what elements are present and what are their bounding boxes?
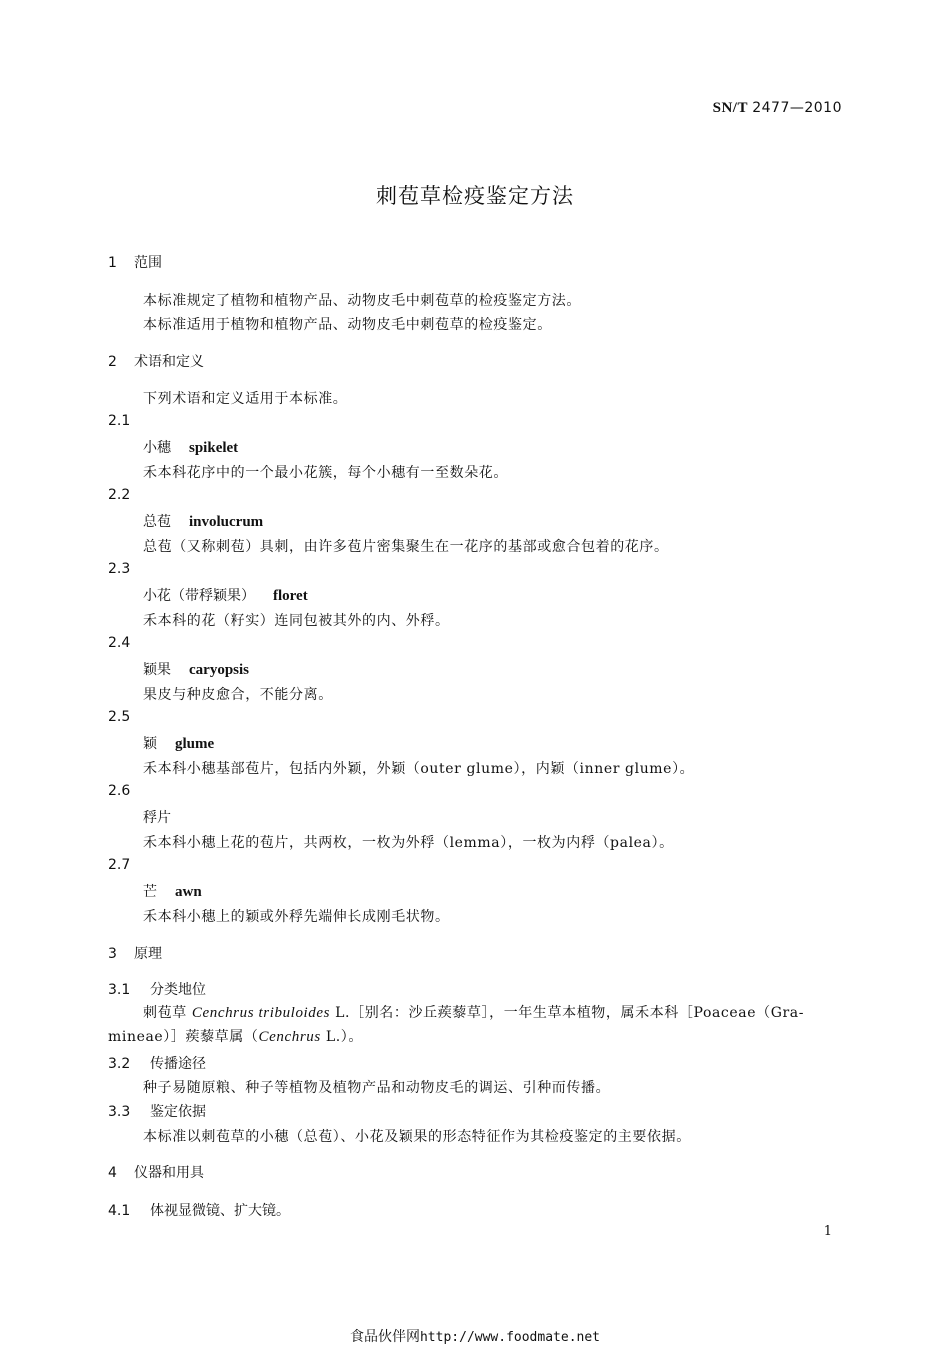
section-2-heading: 2 术语和定义 [108, 354, 204, 370]
term-definition: 禾本科花序中的一个最小花簇，每个小穗有一至数朵花。 [143, 465, 508, 481]
subsection-3-2-heading: 3.2 传播途径 [108, 1056, 206, 1072]
section-1-para-1: 本标准规定了植物和植物产品、动物皮毛中刺苞草的检疫鉴定方法。 [143, 293, 581, 309]
term-number: 2.5 [108, 709, 131, 725]
footer-url[interactable]: http://www.foodmate.net [419, 1330, 600, 1345]
subsection-3-2-text: 种子易随原粮、种子等植物及植物产品和动物皮毛的调运、引种而传播。 [143, 1080, 611, 1096]
term-title: 颖 glume [143, 736, 215, 752]
scientific-name: Cenchrus [258, 1029, 321, 1045]
section-1-para-2: 本标准适用于植物和植物产品、动物皮毛中刺苞草的检疫鉴定。 [143, 317, 552, 333]
section-4-heading: 4 仪器和用具 [108, 1165, 204, 1181]
subsection-3-1-text: 刺苞草 Cenchrus tribuloides L.［别名：沙丘蒺藜草］，一年生草本植物，属禾本科［Poaceae（Gra- mineae）］蒺藜草属（Cenchrus L.）。 [108, 1005, 805, 1045]
standard-code [713, 100, 842, 117]
term-title: 小花（带稃颖果） floret [143, 588, 308, 604]
term-number: 2.3 [108, 561, 131, 577]
footer-watermark [0, 1326, 950, 1346]
term-definition: 禾本科的花（籽实）连同包被其外的内、外稃。 [143, 613, 450, 629]
section-2-intro: 下列术语和定义适用于本标准。 [143, 391, 348, 407]
term-number: 2.1 [108, 413, 131, 429]
scientific-name: Cenchrus tribuloides [191, 1005, 331, 1021]
subsection-4-1: 4.1 体视显微镜、扩大镜。 [108, 1203, 290, 1219]
term-title: 总苞 involucrum [143, 514, 264, 530]
page-number: 1 [823, 1224, 832, 1239]
term-number: 2.6 [108, 783, 131, 799]
term-definition: 果皮与种皮愈合，不能分离。 [143, 687, 333, 703]
term-definition: 禾本科小穗基部苞片，包括内外颖，外颖（outer glume），内颖（inner glume）。 [143, 761, 695, 777]
footer-site-name: 食品伙伴网 [349, 1329, 420, 1345]
document-title: 刺苞草检疫鉴定方法 [376, 184, 574, 208]
standard-prefix: SN/T [712, 100, 748, 116]
term-number: 2.2 [108, 487, 131, 503]
term-definition: 总苞（又称刺苞）具刺，由许多苞片密集聚生在一花序的基部或愈合包着的花序。 [143, 539, 669, 555]
term-title: 小穗 spikelet [143, 440, 239, 456]
section-3-heading: 3 原理 [108, 946, 162, 962]
subsection-3-3-text: 本标准以刺苞草的小穗（总苞）、小花及颖果的形态特征作为其检疫鉴定的主要依据。 [143, 1129, 691, 1145]
standard-number: 2477—2010 [752, 100, 842, 116]
subsection-3-3-heading: 3.3 鉴定依据 [108, 1104, 206, 1120]
section-1-heading: 1 范围 [108, 255, 162, 271]
term-title: 颖果 caryopsis [143, 662, 249, 678]
subsection-3-1-heading: 3.1 分类地位 [108, 982, 206, 998]
term-number: 2.7 [108, 857, 131, 873]
term-title: 稃片 [143, 810, 171, 826]
term-definition: 禾本科小穗上的颖或外稃先端伸长成刚毛状物。 [143, 909, 450, 925]
term-number: 2.4 [108, 635, 131, 651]
term-title: 芒 awn [143, 884, 202, 900]
term-definition: 禾本科小穗上花的苞片，共两枚，一枚为外稃（lemma），一枚为内稃（palea）。 [143, 835, 674, 851]
